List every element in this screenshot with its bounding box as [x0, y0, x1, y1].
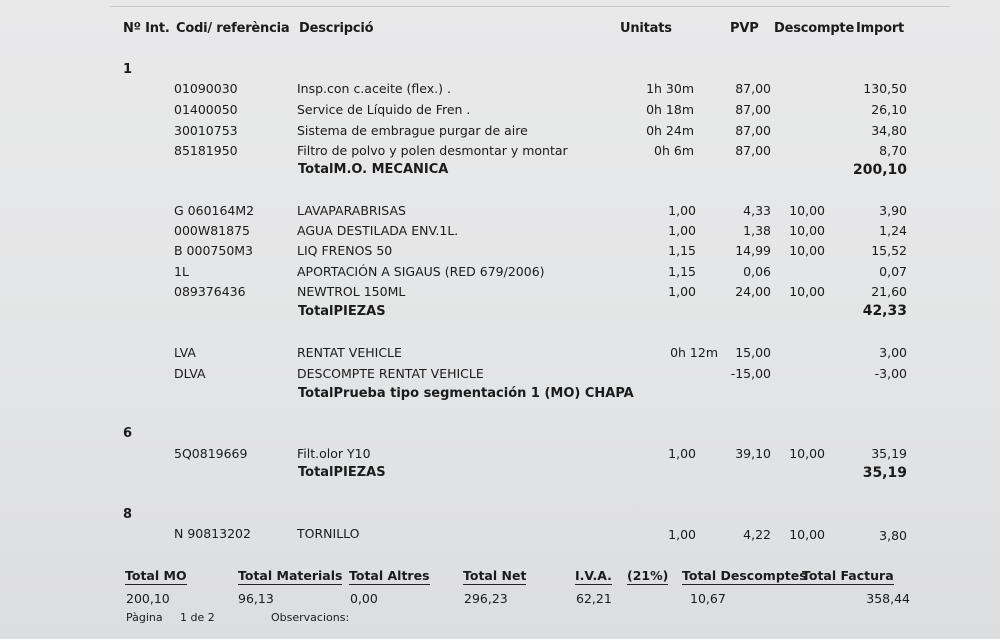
row-units: 1,00: [668, 223, 696, 238]
row-import: 8,70: [879, 143, 907, 158]
row-description: LAVAPARABRISAS: [297, 203, 406, 218]
header-descripcio: Descripció: [299, 21, 374, 36]
summary-total-factura-label: Total Factura: [802, 568, 894, 583]
row-code: 5Q0819669: [174, 446, 248, 461]
row-code: LVA: [174, 345, 196, 360]
row-description: LIQ FRENOS 50: [297, 243, 393, 258]
header-import: Import: [856, 21, 905, 36]
row-description: NEWTROL 150ML: [297, 284, 406, 299]
section-total-label: TotalM.O. MECANICA: [298, 162, 449, 177]
row-units: 1,15: [668, 264, 696, 279]
section-total-value: 35,19: [862, 465, 907, 481]
section-total-label: TotalPIEZAS: [298, 465, 386, 480]
row-pvp: 87,00: [735, 123, 771, 138]
group-number: 8: [123, 507, 133, 522]
row-pvp: 14,99: [735, 243, 771, 258]
row-units: 1,00: [668, 446, 696, 461]
page-number: 1 de 2: [180, 611, 215, 624]
row-description: TORNILLO: [297, 526, 360, 541]
row-import: 0,07: [879, 264, 907, 279]
row-discount: 10,00: [789, 203, 825, 218]
row-discount: 10,00: [789, 446, 825, 461]
row-pvp: 15,00: [735, 345, 771, 360]
header-pvp: PVP: [730, 21, 759, 36]
row-pvp: 4,22: [743, 527, 771, 542]
row-code: G 060164M2: [174, 203, 255, 218]
row-import: 21,60: [871, 284, 907, 299]
section-total-label: TotalPIEZAS: [298, 304, 386, 319]
row-code: B 000750M3: [174, 243, 254, 258]
summary-total-factura: 358,44: [866, 591, 910, 606]
row-code: 089376436: [174, 284, 246, 299]
row-units: 0h 12m: [670, 345, 718, 360]
page-label: Pàgina: [126, 611, 163, 624]
row-description: Service de Líquido de Fren .: [297, 102, 471, 117]
row-code: DLVA: [174, 366, 206, 381]
row-code: 01090030: [174, 81, 238, 96]
row-import: 34,80: [871, 123, 907, 138]
row-description: Insp.con c.aceite (flex.) .: [297, 81, 451, 96]
row-import: 3,80: [879, 528, 907, 543]
row-units: 1,00: [668, 527, 696, 542]
row-pvp: 1,38: [743, 223, 771, 238]
row-description: AGUA DESTILADA ENV.1L.: [297, 223, 459, 238]
summary-total-mo: 200,10: [126, 591, 170, 606]
row-pvp: 39,10: [735, 446, 771, 461]
row-discount: 10,00: [789, 243, 825, 258]
row-import: 35,19: [871, 446, 907, 461]
summary-total-mo-label: Total MO: [125, 568, 187, 583]
section-total-value: 200,10: [852, 162, 907, 178]
header-codi: Codi/ referència: [176, 21, 290, 36]
summary-iva-pct: (21%): [627, 568, 669, 583]
group-number: 6: [123, 426, 133, 441]
row-description: Filtro de polvo y polen desmontar y montar: [297, 143, 568, 158]
row-pvp: 4,33: [743, 203, 771, 218]
row-pvp: 87,00: [735, 102, 771, 117]
row-code: N 90813202: [174, 526, 251, 541]
row-import: 1,24: [879, 223, 907, 238]
row-units: 1,00: [668, 203, 696, 218]
row-pvp: 87,00: [735, 81, 771, 96]
row-code: 30010753: [174, 123, 238, 138]
header-num-int: Nº Int.: [123, 21, 170, 36]
summary-total-altres-label: Total Altres: [349, 568, 430, 583]
row-import: 3,00: [879, 345, 907, 360]
row-code: 1L: [174, 264, 189, 279]
row-pvp: 24,00: [735, 284, 771, 299]
row-description: APORTACIÓN A SIGAUS (RED 679/2006): [297, 264, 545, 279]
row-description: Filt.olor Y10: [297, 446, 371, 461]
row-code: 000W81875: [174, 223, 250, 238]
header-descompte: Descompte: [774, 21, 855, 36]
row-code: 01400050: [174, 102, 238, 117]
row-description: RENTAT VEHICLE: [297, 345, 402, 360]
row-description: Sistema de embrague purgar de aire: [297, 123, 528, 138]
row-units: 1,00: [668, 284, 696, 299]
row-description: DESCOMPTE RENTAT VEHICLE: [297, 366, 484, 381]
row-import: -3,00: [874, 366, 907, 381]
section-total-value: 42,33: [862, 303, 907, 319]
row-import: 130,50: [863, 81, 907, 96]
summary-total-materials-label: Total Materials: [238, 568, 343, 583]
summary-total-descomptes: 10,67: [690, 591, 726, 606]
top-rule: [110, 6, 950, 7]
header-unitats: Unitats: [620, 21, 672, 36]
row-discount: 10,00: [789, 223, 825, 238]
summary-total-net-label: Total Net: [463, 568, 527, 583]
summary-total-descomptes-label: Total Descomptes: [682, 568, 807, 583]
row-pvp: -15,00: [730, 366, 771, 381]
row-pvp: 0,06: [743, 264, 771, 279]
row-discount: 10,00: [789, 527, 825, 542]
summary-iva: 62,21: [576, 591, 612, 606]
observations-label: Observacions:: [271, 611, 350, 624]
row-units: 0h 18m: [646, 102, 694, 117]
row-import: 3,90: [879, 203, 907, 218]
row-import: 15,52: [871, 243, 907, 258]
section-total-label: TotalPrueba tipo segmentación 1 (MO) CHAPA: [298, 386, 634, 401]
summary-total-net: 296,23: [464, 591, 508, 606]
row-units: 1h 30m: [646, 81, 694, 96]
summary-iva-label: I.V.A.: [575, 568, 612, 583]
row-code: 85181950: [174, 143, 238, 158]
summary-total-materials: 96,13: [238, 591, 274, 606]
group-number: 1: [123, 62, 133, 77]
row-pvp: 87,00: [735, 143, 771, 158]
row-units: 1,15: [668, 243, 696, 258]
summary-total-altres: 0,00: [350, 591, 378, 606]
row-discount: 10,00: [789, 284, 825, 299]
row-units: 0h 6m: [654, 143, 694, 158]
row-units: 0h 24m: [646, 123, 694, 138]
row-import: 26,10: [871, 102, 907, 117]
